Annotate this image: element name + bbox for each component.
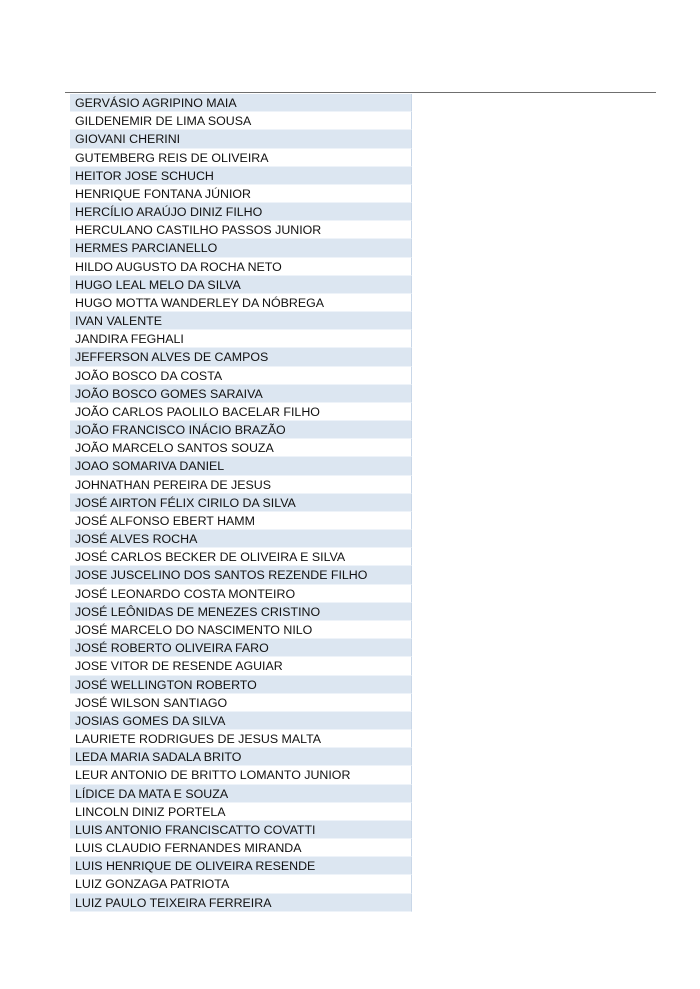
table-row: JOÃO CARLOS PAOLILO BACELAR FILHO [70,403,412,421]
table-row: JOSÉ AIRTON FÉLIX CIRILO DA SILVA [70,494,412,512]
table-row: HERMES PARCIANELLO [70,239,412,257]
table-row: JOÃO BOSCO GOMES SARAIVA [70,385,412,403]
table-row: JOSÉ LEÔNIDAS DE MENEZES CRISTINO [70,603,412,621]
table-row: HEITOR JOSE SCHUCH [70,167,412,185]
table-row: HERCULANO CASTILHO PASSOS JUNIOR [70,221,412,239]
table-row: JOSIAS GOMES DA SILVA [70,712,412,730]
table-row: LÍDICE DA MATA E SOUZA [70,785,412,803]
table-row: HERCÍLIO ARAÚJO DINIZ FILHO [70,203,412,221]
table-row: JOSE JUSCELINO DOS SANTOS REZENDE FILHO [70,566,412,584]
table-row: LUIZ GONZAGA PATRIOTA [70,875,412,893]
table-row: JOSÉ WELLINGTON ROBERTO [70,676,412,694]
table-row: JOSÉ LEONARDO COSTA MONTEIRO [70,585,412,603]
table-row: LEDA MARIA SADALA BRITO [70,748,412,766]
table-row: JOSE VITOR DE RESENDE AGUIAR [70,657,412,675]
table-row: GILDENEMIR DE LIMA SOUSA [70,112,412,130]
table-row: JOSÉ ALFONSO EBERT HAMM [70,512,412,530]
table-row: JOSÉ ALVES ROCHA [70,530,412,548]
table-row: GUTEMBERG REIS DE OLIVEIRA [70,149,412,167]
table-row: LUIZ PAULO TEIXEIRA FERREIRA [70,894,412,912]
table-row: HILDO AUGUSTO DA ROCHA NETO [70,258,412,276]
header-rule [65,92,656,93]
table-row: HENRIQUE FONTANA JÚNIOR [70,185,412,203]
table-row: LUIS ANTONIO FRANCISCATTO COVATTI [70,821,412,839]
table-row: JOÃO BOSCO DA COSTA [70,367,412,385]
table-row: GIOVANI CHERINI [70,130,412,148]
table-row: JOSÉ WILSON SANTIAGO [70,694,412,712]
table-row: IVAN VALENTE [70,312,412,330]
table-row: HUGO LEAL MELO DA SILVA [70,276,412,294]
table-row: JOHNATHAN PEREIRA DE JESUS [70,476,412,494]
table-row: GERVÁSIO AGRIPINO MAIA [70,94,412,112]
table-row: JOÃO FRANCISCO INÁCIO BRAZÃO [70,421,412,439]
table-row: JANDIRA FEGHALI [70,330,412,348]
table-row: HUGO MOTTA WANDERLEY DA NÓBREGA [70,294,412,312]
table-row: JOÃO MARCELO SANTOS SOUZA [70,439,412,457]
table-row: LINCOLN DINIZ PORTELA [70,803,412,821]
table-row: LEUR ANTONIO DE BRITTO LOMANTO JUNIOR [70,766,412,784]
table-row: JOSÉ ROBERTO OLIVEIRA FARO [70,639,412,657]
table-row: JOAO SOMARIVA DANIEL [70,457,412,475]
table-row: LAURIETE RODRIGUES DE JESUS MALTA [70,730,412,748]
names-table [70,94,412,912]
table-row: JOSÉ CARLOS BECKER DE OLIVEIRA E SILVA [70,548,412,566]
table-row: LUIS CLAUDIO FERNANDES MIRANDA [70,839,412,857]
table-row: LUIS HENRIQUE DE OLIVEIRA RESENDE [70,857,412,875]
table-row: JOSÉ MARCELO DO NASCIMENTO NILO [70,621,412,639]
table-row: JEFFERSON ALVES DE CAMPOS [70,348,412,366]
